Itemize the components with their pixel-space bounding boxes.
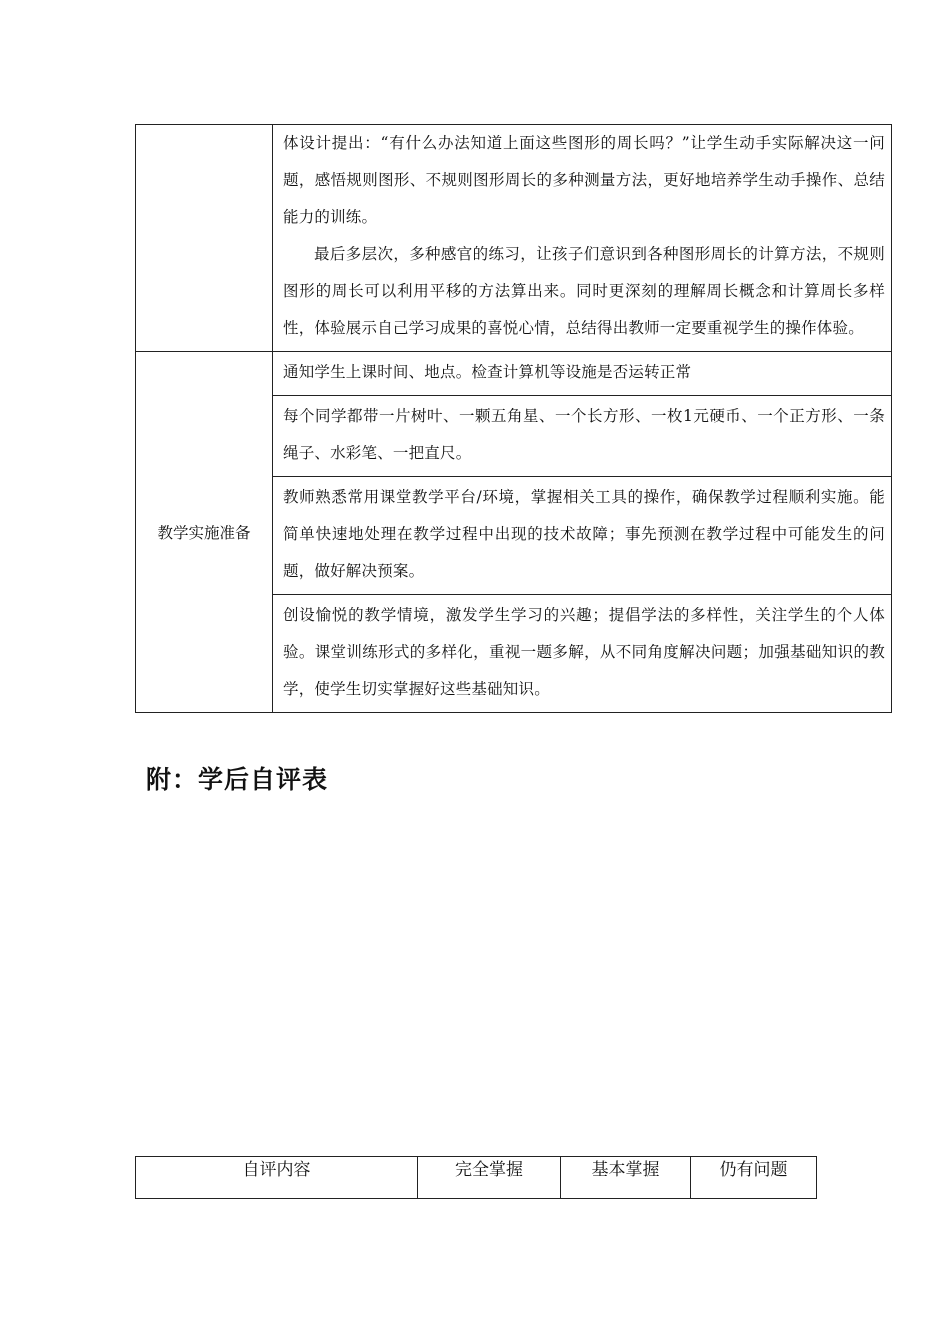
paragraph: 最后多层次，多种感官的练习，让孩子们意识到各种图形周长的计算方法，不规则图形的周长可以利用平移的方法算出来。同时更深刻的理解周长概念和计算周长多样性，体验展示自己学习成果的喜悦心情，总结得出教师一定要重视学生的操作体验。 <box>283 245 885 337</box>
content-cell <box>273 477 892 595</box>
prep-item-teacher: 教师熟悉常用课堂教学平台/环境，掌握相关工具的操作，确保教学过程顺利实施。能简单快速地处理在教学过程中出现的技术故障；事先预测在教学过程中可能发生的问题，做好解决预案。 <box>283 488 885 580</box>
prep-item-notice: 通知学生上课时间、地点。检查计算机等设施是否运转正常 <box>283 363 692 381</box>
prep-item-strategy: 创设愉悦的教学情境，激发学生学习的兴趣；提倡学法的多样性，关注学生的个人体验。课堂训练形式的多样化，重视一题多解，从不同角度解决问题；加强基础知识的教学，使学生切实掌握好这些基础知识。 <box>283 606 885 698</box>
appendix-heading: 附：学后自评表 <box>146 765 329 794</box>
lesson-plan-table <box>135 124 892 713</box>
content-cell <box>273 125 892 352</box>
self-evaluation-table <box>135 1156 817 1199</box>
header-content: 自评内容 <box>136 1157 418 1199</box>
header-fully-mastered: 完全掌握 <box>418 1157 561 1199</box>
content-cell <box>273 352 892 396</box>
content-cell <box>273 595 892 713</box>
header-basically-mastered: 基本掌握 <box>561 1157 691 1199</box>
paragraph: 体设计提出：“有什么办法知道上面这些图形的周长吗？”让学生动手实际解决这一问题，感悟规则图形、不规则图形周长的多种测量方法，更好地培养学生动手操作、总结能力的训练。 <box>283 134 885 226</box>
prep-label-cell: 教学实施准备 <box>136 352 273 713</box>
table-header-row <box>136 1157 817 1199</box>
table-row <box>136 125 892 352</box>
prep-item-materials: 每个同学都带一片树叶、一颗五角星、一个长方形、一枚1元硬币、一个正方形、一条绳子、水彩笔、一把直尺。 <box>283 407 885 462</box>
header-still-problems: 仍有问题 <box>691 1157 817 1199</box>
table-row <box>136 352 892 396</box>
content-cell <box>273 396 892 477</box>
empty-label-cell <box>136 125 273 352</box>
